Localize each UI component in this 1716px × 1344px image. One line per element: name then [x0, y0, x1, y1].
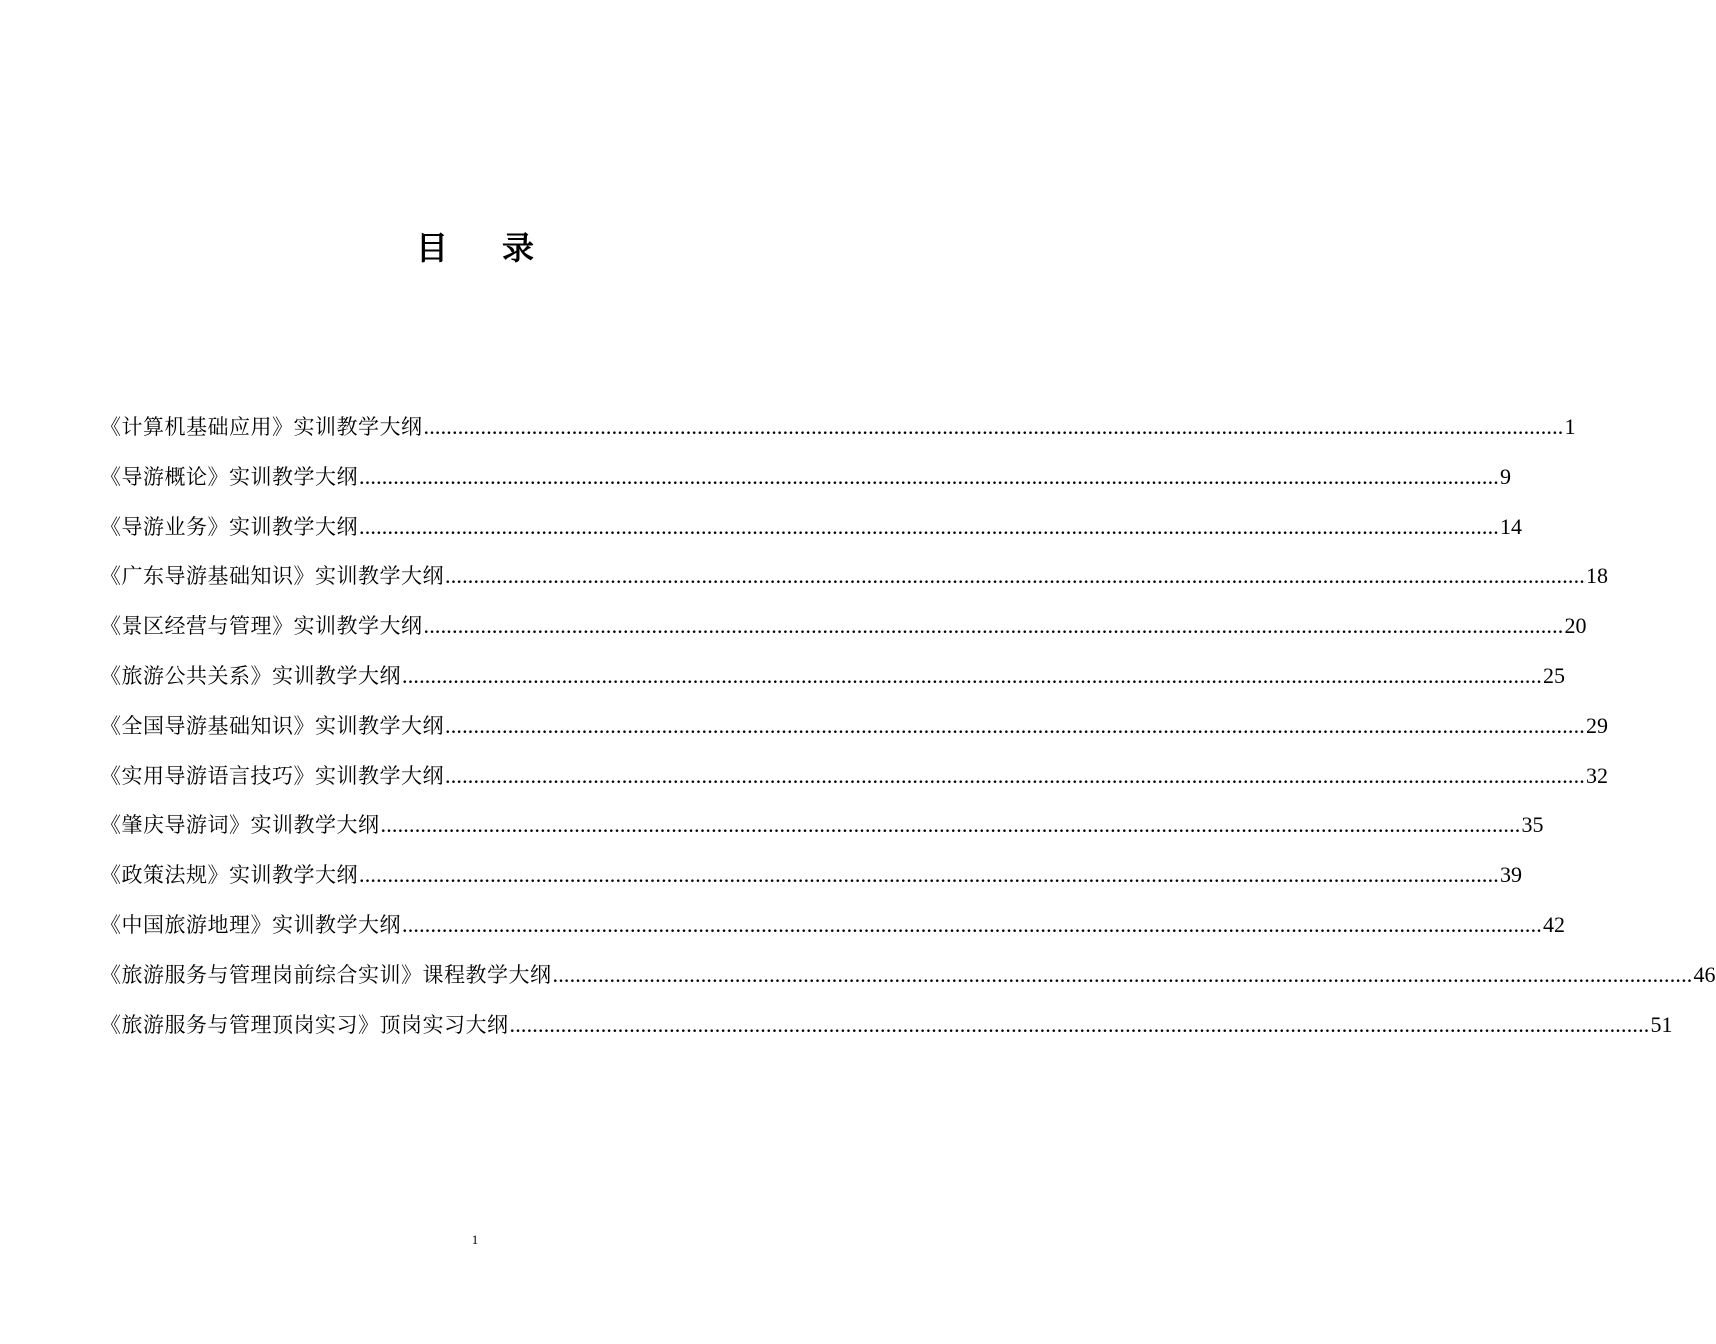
toc-title-char-2: 录 [502, 229, 535, 267]
toc-entry-page-number[interactable]: 9 [1500, 463, 1511, 489]
toc-entry[interactable] [100, 1003, 1673, 1053]
table-of-contents [100, 405, 1716, 1052]
toc-title-char-1: 目 [415, 229, 448, 267]
toc-entry-label[interactable]: 《旅游公共关系》实训教学大纲 [100, 663, 401, 688]
toc-entry-label[interactable]: 《全国导游基础知识》实训教学大纲 [100, 713, 444, 738]
toc-dot-leader: ........................................................................................................................................................................................................ [359, 862, 1499, 888]
toc-dot-leader: ........................................................................................................................................................................................................ [552, 961, 1693, 987]
toc-dot-leader: ........................................................................................................................................................................................................ [402, 911, 1542, 937]
toc-entry[interactable] [100, 903, 1565, 953]
toc-entry[interactable] [100, 405, 1576, 455]
toc-entry-label[interactable]: 《导游业务》实训教学大纲 [100, 514, 358, 539]
toc-entry-page-number[interactable]: 1 [1564, 414, 1576, 439]
toc-entry[interactable] [100, 704, 1608, 754]
toc-entry[interactable] [100, 654, 1565, 704]
toc-dot-leader: ........................................................................................................................................................................................................ [423, 414, 1564, 439]
toc-entry-page-number[interactable]: 29 [1586, 712, 1608, 738]
toc-entry[interactable] [100, 554, 1608, 604]
toc-entry-page-number[interactable]: 25 [1543, 662, 1565, 688]
toc-entry-page-number[interactable]: 35 [1521, 812, 1544, 838]
toc-entry-label[interactable]: 《广东导游基础知识》实训教学大纲 [100, 564, 444, 589]
toc-entry-page-number[interactable]: 39 [1500, 862, 1522, 888]
toc-dot-leader: ........................................................................................................................................................................................................ [380, 812, 1521, 838]
toc-entry-label[interactable]: 《政策法规》实训教学大纲 [100, 863, 358, 888]
toc-entry[interactable] [100, 754, 1608, 804]
toc-entry[interactable] [100, 455, 1511, 505]
toc-entry[interactable] [100, 953, 1716, 1003]
toc-entry[interactable] [100, 604, 1587, 654]
toc-dot-leader: ........................................................................................................................................................................................................ [359, 513, 1499, 539]
toc-entry-label[interactable]: 《导游概论》实训教学大纲 [100, 464, 358, 489]
footer-page-number: 1 [471, 1232, 479, 1247]
toc-entry[interactable] [100, 505, 1522, 555]
toc-entry-page-number[interactable]: 32 [1586, 762, 1608, 788]
toc-entry[interactable] [100, 853, 1522, 903]
toc-entry-label[interactable]: 《旅游服务与管理岗前综合实训》课程教学大纲 [100, 962, 552, 987]
toc-entry-page-number[interactable]: 42 [1543, 911, 1565, 937]
toc-entry-label[interactable]: 《肇庆导游词》实训教学大纲 [100, 813, 380, 838]
toc-dot-leader: ........................................................................................................................................................................................................ [359, 463, 1499, 489]
toc-title [0, 226, 950, 270]
toc-entry[interactable] [100, 803, 1544, 853]
toc-entry-page-number[interactable]: 14 [1500, 513, 1522, 539]
toc-entry-page-number[interactable]: 46 [1693, 961, 1716, 987]
toc-dot-leader: ........................................................................................................................................................................................................ [402, 662, 1542, 688]
toc-dot-leader: ........................................................................................................................................................................................................ [445, 712, 1585, 738]
toc-entry-label[interactable]: 《实用导游语言技巧》实训教学大纲 [100, 763, 444, 788]
toc-entry-page-number[interactable]: 51 [1650, 1011, 1673, 1037]
toc-dot-leader: ........................................................................................................................................................................................................ [445, 762, 1585, 788]
toc-entry-label[interactable]: 《计算机基础应用》实训教学大纲 [100, 415, 423, 439]
toc-entry-page-number[interactable]: 18 [1586, 563, 1608, 589]
toc-entry-label[interactable]: 《景区经营与管理》实训教学大纲 [100, 614, 423, 639]
toc-dot-leader: ........................................................................................................................................................................................................ [445, 563, 1585, 589]
toc-entry-label[interactable]: 《中国旅游地理》实训教学大纲 [100, 912, 401, 937]
toc-entry-page-number[interactable]: 20 [1564, 613, 1587, 639]
toc-dot-leader: ........................................................................................................................................................................................................ [423, 613, 1564, 639]
toc-entry-label[interactable]: 《旅游服务与管理顶岗实习》顶岗实习大纲 [100, 1012, 509, 1037]
toc-dot-leader: ........................................................................................................................................................................................................ [509, 1011, 1650, 1037]
